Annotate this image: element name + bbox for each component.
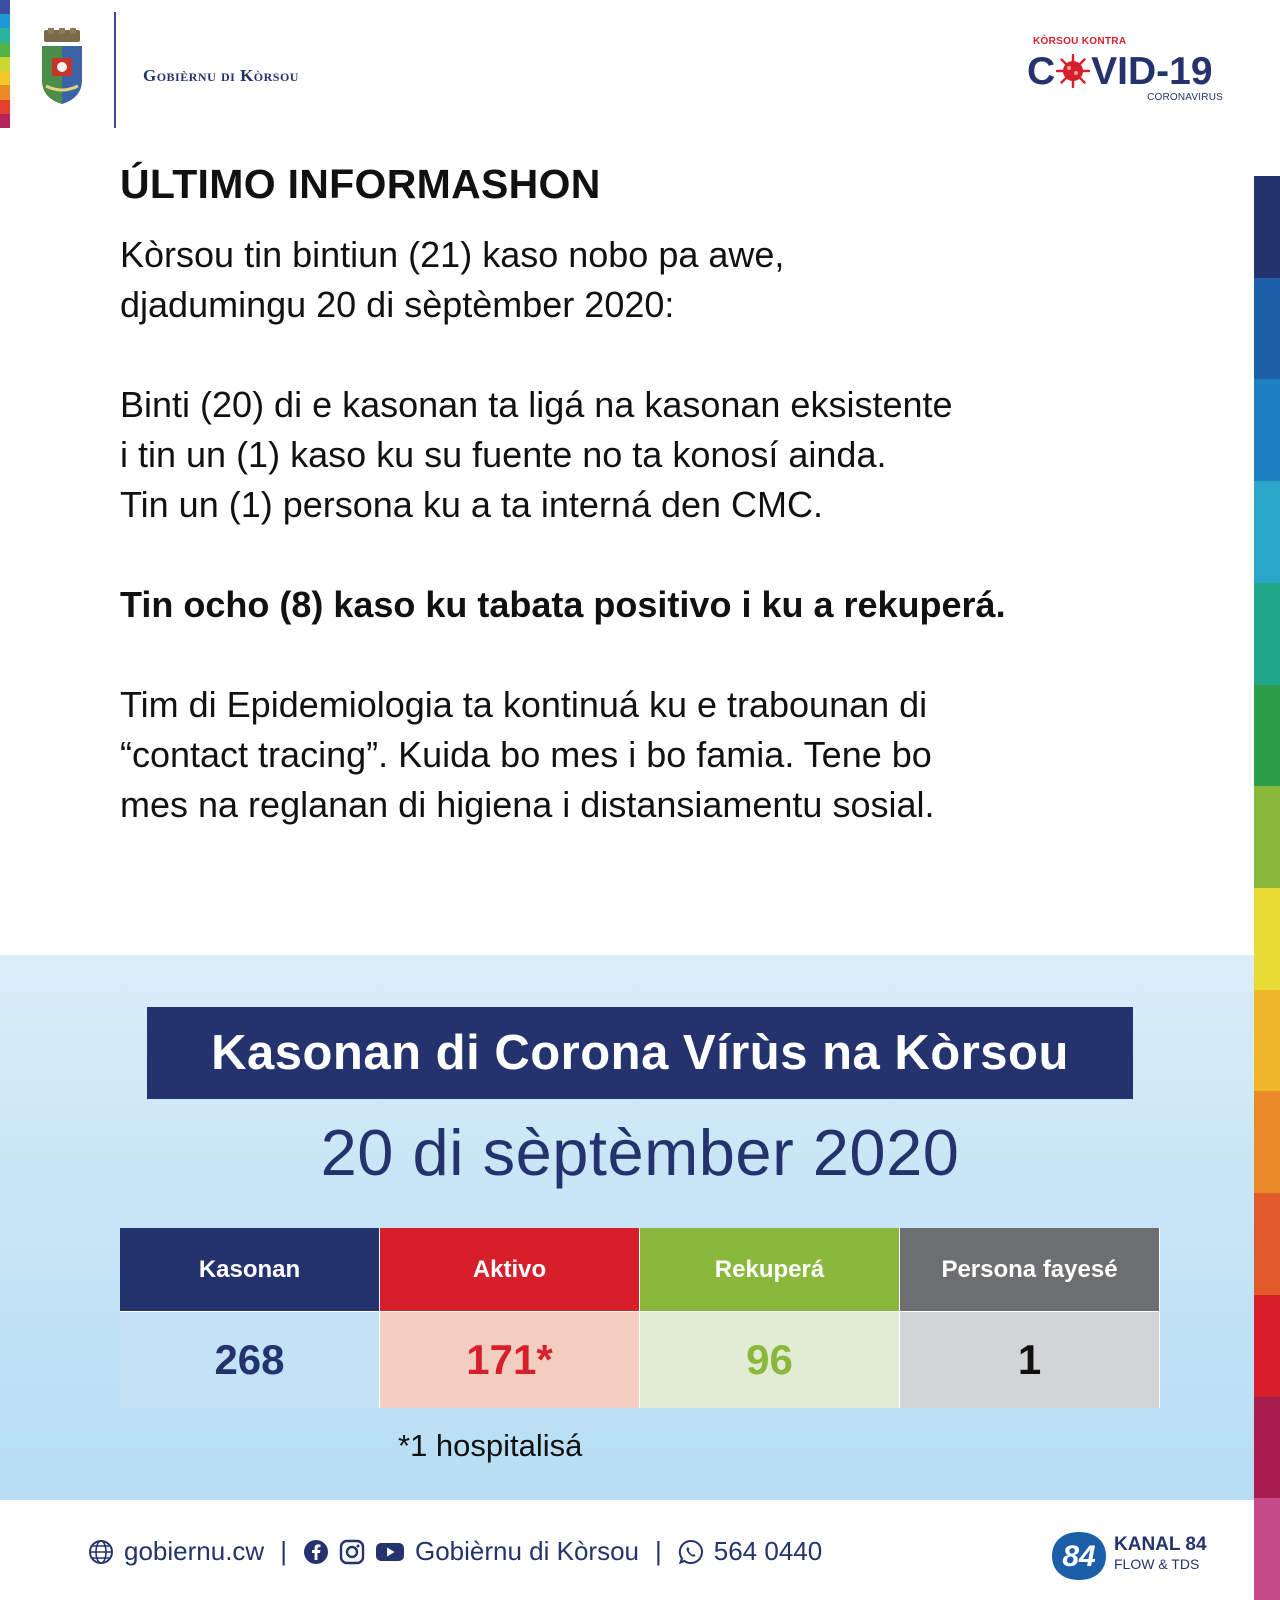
facebook-icon[interactable]	[303, 1539, 329, 1565]
paragraph-line: Tim di Epidemiologia ta kontinuá ku e trabounan di	[120, 684, 928, 725]
header	[0, 0, 1254, 140]
virus-icon	[1056, 54, 1090, 88]
kanal-84-badge-icon	[1050, 1530, 1108, 1582]
paragraph-case-details	[120, 380, 1200, 530]
stats-value-cell: 1	[900, 1311, 1160, 1408]
stats-table	[120, 1228, 1160, 1408]
footer-separator: |	[655, 1536, 662, 1566]
kanal-84-badge-text: 84	[1062, 1540, 1096, 1573]
youtube-icon[interactable]	[375, 1539, 405, 1565]
globe-icon	[88, 1539, 114, 1565]
stats-title: Kasonan di Corona Vírùs na Kòrsou	[211, 1026, 1069, 1080]
page-title: ÚLTIMO INFORMASHON	[120, 161, 601, 207]
phone-number[interactable]: 564 0440	[713, 1536, 823, 1566]
stats-value-cell: 96	[640, 1311, 900, 1408]
website-link[interactable]: gobiernu.cw	[124, 1536, 265, 1566]
stats-title-box	[147, 1007, 1133, 1099]
kanal-subtitle: FLOW & TDS	[1114, 1556, 1200, 1572]
covid-logo-suffix: VID-19	[1091, 50, 1213, 93]
social-account-name[interactable]: Gobièrnu di Kòrsou	[414, 1536, 639, 1566]
paragraph-line: “contact tracing”. Kuida bo mes i bo famia. Tene bo	[120, 734, 932, 775]
paragraph-line: i tin un (1) kaso ku su fuente no ta konosí ainda.	[120, 434, 887, 475]
paragraph-line: Tin ocho (8) kaso ku tabata positivo i ku a rekuperá.	[120, 584, 1006, 625]
stats-header-cell: Kasonan	[120, 1228, 380, 1311]
covid-logo-main	[1027, 50, 1213, 94]
paragraph-line: Kòrsou tin bintiun (21) kaso nobo pa awe,	[120, 234, 785, 275]
paragraph-line: Tin un (1) persona ku a ta interná den CMC.	[120, 484, 824, 525]
covid-logo-kontra: KÒRSOU KONTRA	[1033, 36, 1127, 47]
paragraph-line: mes na reglanan di higiena i distansiamentu sosial.	[120, 784, 935, 825]
kanal-title: KANAL 84	[1114, 1534, 1207, 1555]
paragraph-line: Binti (20) di e kasonan ta ligá na kasonan eksistente	[120, 384, 953, 425]
paragraph-recovered	[120, 580, 1200, 630]
paragraph-advice	[120, 680, 1200, 830]
covid-logo-sub: CORONAVIRUS	[1147, 92, 1223, 103]
stats-value-cell: 171*	[380, 1311, 640, 1408]
stats-header-cell: Persona fayesé	[900, 1228, 1160, 1311]
stats-footnote: *1 hospitalisá	[398, 1428, 583, 1463]
main-content	[120, 160, 1200, 880]
paragraph-line: djadumingu 20 di sèptèmber 2020:	[120, 284, 675, 325]
covid-logo	[1025, 36, 1225, 108]
right-color-strip	[1254, 176, 1280, 1600]
stats-date: 20 di sèptèmber 2020	[320, 1116, 960, 1189]
instagram-icon[interactable]	[339, 1539, 365, 1565]
stats-header-cell: Rekuperá	[640, 1228, 900, 1311]
paragraph-new-cases	[120, 230, 1200, 330]
stats-section	[0, 955, 1254, 1500]
kanal-84-logo	[1050, 1530, 1210, 1582]
covid-logo-prefix: C	[1027, 50, 1056, 93]
whatsapp-icon	[678, 1539, 704, 1565]
coat-of-arms-icon	[38, 28, 86, 106]
gov-name: Gobièrnu di Kòrsou	[143, 66, 299, 85]
footer-separator: |	[280, 1536, 287, 1566]
footer	[0, 1500, 1254, 1600]
stats-value-cell: 268	[120, 1311, 380, 1408]
footer-contact-line	[88, 1536, 822, 1567]
header-divider	[114, 12, 116, 128]
stats-header-cell: Aktivo	[380, 1228, 640, 1311]
